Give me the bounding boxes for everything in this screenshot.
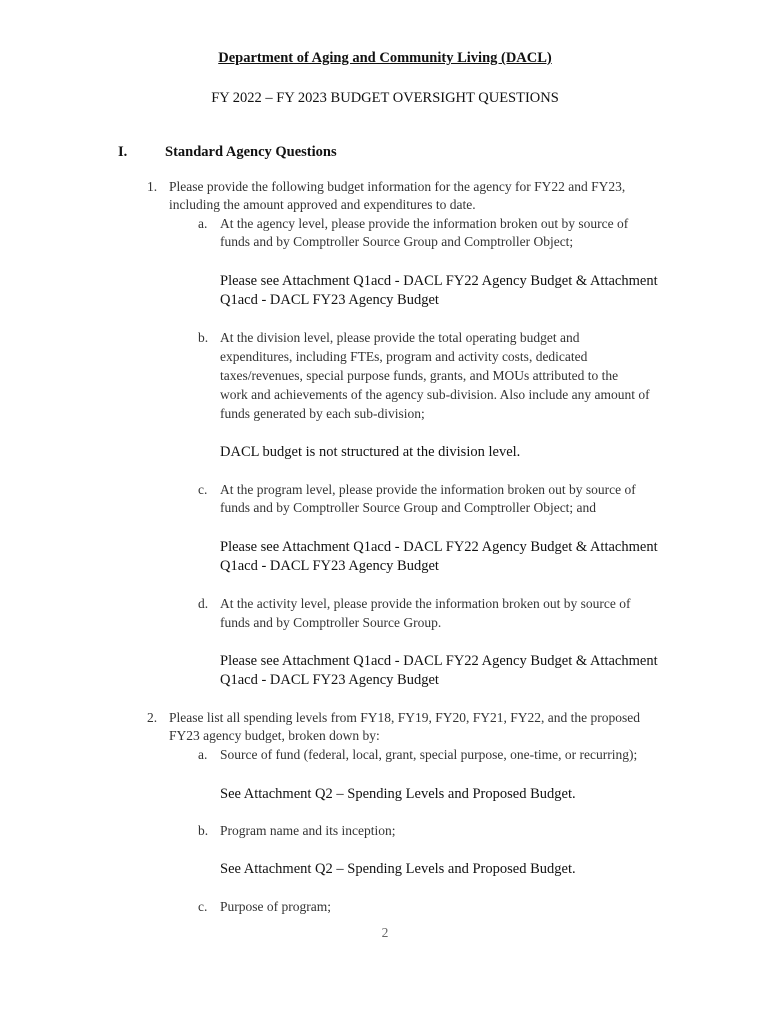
q2-text-line: Please list all spending levels from FY18, FY19, FY20, FY21, FY22, and the proposed — [169, 710, 640, 725]
q1c-label: c. — [198, 482, 208, 497]
q1-text-line: including the amount approved and expenditures to date. — [169, 197, 476, 212]
q1b-text-line: expenditures, including FTEs, program and activity costs, dedicated — [220, 349, 588, 364]
q1a-text-line: At the agency level, please provide the information broken out by source of — [220, 216, 629, 231]
q1b-response-line: DACL budget is not structured at the division level. — [220, 444, 521, 460]
q1a-label: a. — [198, 216, 208, 231]
q2a-response-line: See Attachment Q2 – Spending Levels and Proposed Budget. — [220, 786, 576, 802]
q1d-label: d. — [198, 596, 209, 611]
q2b-response-line: See Attachment Q2 – Spending Levels and Proposed Budget. — [220, 861, 576, 877]
q2a-text-line: Source of fund (federal, local, grant, special purpose, one-time, or recurring); — [220, 747, 638, 762]
q2c-text-line: Purpose of program; — [220, 899, 331, 914]
q1c-text-line: funds and by Comptroller Source Group and Comptroller Object; and — [220, 500, 597, 515]
q1c-response-line: Please see Attachment Q1acd - DACL FY22 Agency Budget & Attachment — [220, 539, 658, 555]
q1b-text-line: At the division level, please provide the total operating budget and — [220, 330, 580, 345]
q1a-response-line: Q1acd - DACL FY23 Agency Budget — [220, 292, 439, 308]
q1d-response-line: Please see Attachment Q1acd - DACL FY22 Agency Budget & Attachment — [220, 653, 658, 669]
q1b-label: b. — [198, 330, 209, 345]
q1a-response-line: Please see Attachment Q1acd - DACL FY22 Agency Budget & Attachment — [220, 273, 658, 289]
q1d-response-line: Q1acd - DACL FY23 Agency Budget — [220, 672, 439, 688]
q1b-text-line: funds generated by each sub-division; — [220, 406, 425, 421]
q2b-label: b. — [198, 823, 209, 838]
q1d-text-line: At the activity level, please provide the information broken out by source of — [220, 596, 631, 611]
q2a-label: a. — [198, 747, 208, 762]
q1a-text-line: funds and by Comptroller Source Group and Comptroller Object; — [220, 234, 574, 249]
section-heading: Standard Agency Questions — [165, 144, 337, 160]
q1b-text-line: taxes/revenues, special purpose funds, grants, and MOUs attributed to the — [220, 368, 619, 383]
q1b-text-line: work and achievements of the agency sub-division. Also include any amount of — [220, 387, 650, 402]
q1c-response-line: Q1acd - DACL FY23 Agency Budget — [220, 558, 439, 574]
q2b-text-line: Program name and its inception; — [220, 823, 396, 838]
q2-text-line: FY23 agency budget, broken down by: — [169, 728, 380, 743]
document-title: Department of Aging and Community Living (DACL) — [218, 50, 552, 66]
q1d-text-line: funds and by Comptroller Source Group. — [220, 615, 442, 630]
q2c-label: c. — [198, 899, 208, 914]
q1c-text-line: At the program level, please provide the information broken out by source of — [220, 482, 636, 497]
q1-text-line: Please provide the following budget information for the agency for FY22 and FY23, — [169, 179, 626, 194]
section-numeral: I. — [118, 144, 128, 160]
q2-number: 2. — [147, 710, 158, 725]
page-number: 2 — [381, 925, 389, 940]
document-subtitle: FY 2022 – FY 2023 BUDGET OVERSIGHT QUESTIONS — [211, 90, 559, 106]
q1-number: 1. — [147, 179, 158, 194]
